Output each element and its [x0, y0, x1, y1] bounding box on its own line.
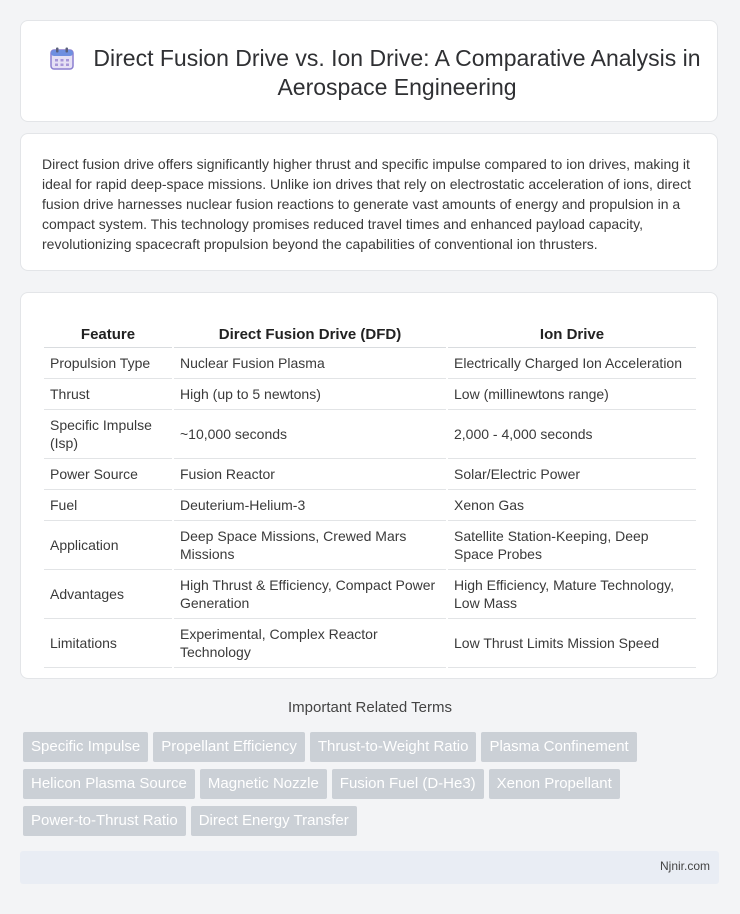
- term-tag[interactable]: Power-to-Thrust Ratio: [23, 806, 186, 836]
- intro-card: [20, 133, 718, 271]
- table-cell: Fuel: [44, 490, 172, 521]
- intro-paragraph: Direct fusion drive offers significantly higher thrust and specific impulse compared to ion drives, making it ideal for rapid deep-space missions. Unlike ion drives that rely on electrostatic acceleration of ions, direct fusion drive harnesses nuclear fusion reactions to generate vast amounts of energy and propulsion in a compact system. This technology promises reduced travel times and enhanced payload capacity, revolutionizing spacecraft propulsion beyond the capabilities of conventional ion thrusters.: [42, 156, 691, 252]
- table-cell: Specific Impulse (Isp): [44, 410, 172, 459]
- table-row: [44, 521, 696, 570]
- table-cell: Propulsion Type: [44, 348, 172, 379]
- table-cell: Advantages: [44, 570, 172, 619]
- table-cell: Experimental, Complex Reactor Technology: [174, 619, 446, 668]
- column-header: Feature: [44, 313, 172, 348]
- table-cell: High (up to 5 newtons): [174, 379, 446, 410]
- table-header-row: [44, 313, 696, 348]
- term-tag[interactable]: Xenon Propellant: [489, 769, 620, 799]
- term-tag[interactable]: Fusion Fuel (D-He3): [332, 769, 484, 799]
- table-cell: Xenon Gas: [448, 490, 696, 521]
- table-row: [44, 619, 696, 668]
- term-tag[interactable]: Plasma Confinement: [481, 732, 636, 762]
- table-row: [44, 570, 696, 619]
- table-cell: Thrust: [44, 379, 172, 410]
- term-tag[interactable]: Propellant Efficiency: [153, 732, 305, 762]
- table-cell: Deuterium-Helium-3: [174, 490, 446, 521]
- table-cell: Electrically Charged Ion Acceleration: [448, 348, 696, 379]
- term-tag[interactable]: Magnetic Nozzle: [200, 769, 327, 799]
- column-header: Ion Drive: [448, 313, 696, 348]
- footer: [20, 851, 719, 884]
- table-cell: Application: [44, 521, 172, 570]
- comparison-table-card: [20, 292, 718, 679]
- table-cell: Satellite Station-Keeping, Deep Space Probes: [448, 521, 696, 570]
- term-tag[interactable]: Specific Impulse: [23, 732, 148, 762]
- table-row: [44, 410, 696, 459]
- table-cell: ~10,000 seconds: [174, 410, 446, 459]
- term-tag[interactable]: Thrust-to-Weight Ratio: [310, 732, 477, 762]
- column-header: Direct Fusion Drive (DFD): [174, 313, 446, 348]
- table-cell: 2,000 - 4,000 seconds: [448, 410, 696, 459]
- page-title: Direct Fusion Drive vs. Ion Drive: A Comparative Analysis in Aerospace Engineering: [93, 45, 701, 100]
- title-card: [20, 20, 718, 122]
- term-tag[interactable]: Direct Energy Transfer: [191, 806, 357, 836]
- table-cell: Deep Space Missions, Crewed Mars Missions: [174, 521, 446, 570]
- table-cell: Low Thrust Limits Mission Speed: [448, 619, 696, 668]
- table-cell: High Efficiency, Mature Technology, Low Mass: [448, 570, 696, 619]
- table-row: [44, 459, 696, 490]
- calendar-icon: [49, 47, 75, 71]
- footer-site-link[interactable]: Njnir.com: [659, 859, 710, 873]
- comparison-table: [42, 313, 698, 668]
- table-row: [44, 379, 696, 410]
- table-cell: High Thrust & Efficiency, Compact Power Generation: [174, 570, 446, 619]
- table-cell: Power Source: [44, 459, 172, 490]
- table-row: [44, 490, 696, 521]
- table-cell: Solar/Electric Power: [448, 459, 696, 490]
- related-terms-list: [23, 732, 713, 843]
- table-row: [44, 348, 696, 379]
- table-cell: Fusion Reactor: [174, 459, 446, 490]
- table-cell: Nuclear Fusion Plasma: [174, 348, 446, 379]
- table-cell: Low (millinewtons range): [448, 379, 696, 410]
- related-terms-heading: Important Related Terms: [288, 699, 452, 716]
- table-cell: Limitations: [44, 619, 172, 668]
- term-tag[interactable]: Helicon Plasma Source: [23, 769, 195, 799]
